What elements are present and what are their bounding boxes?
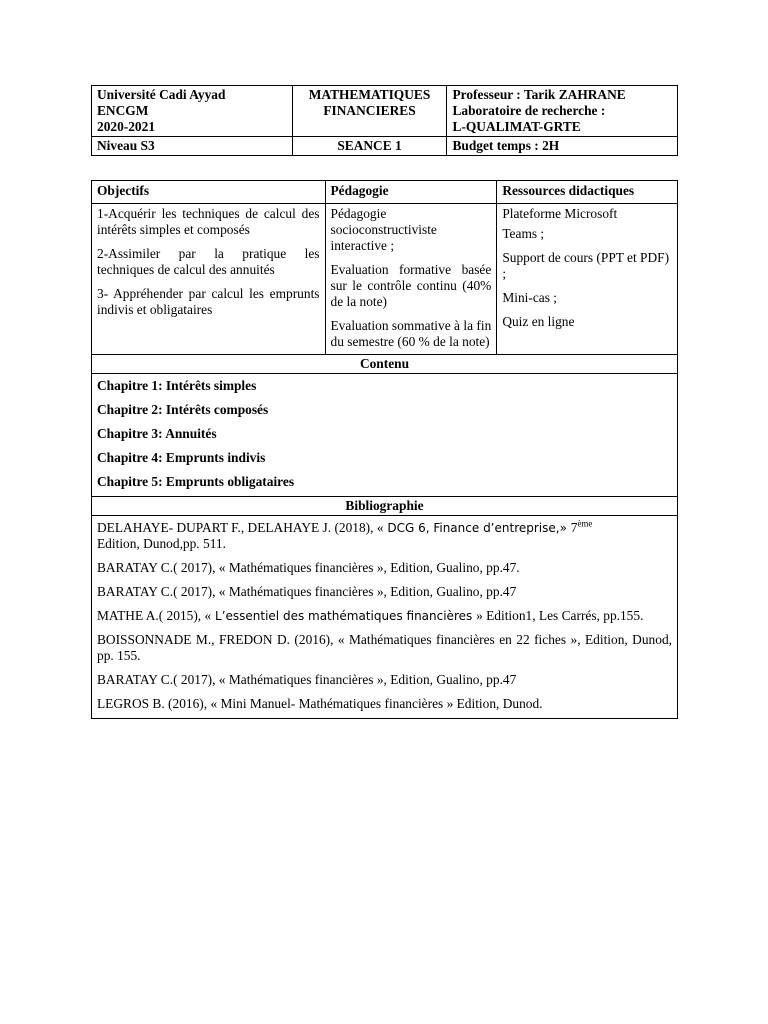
bibliography-title-row (92, 497, 678, 516)
ref4-publisher: » Edition1, Les Carrés, pp.155. (476, 608, 644, 623)
chapter-item: Chapitre 5: Emprunts obligataires (97, 474, 295, 489)
resource-item: Support de cours (PPT et PDF) ; (502, 250, 670, 281)
bibliography-entry: BARATAY C.( 2017), « Mathématiques financières », Edition, Gualino, pp.47 (97, 584, 517, 599)
ref1-title: DCG 6, Finance d’entreprise,» (383, 521, 571, 535)
lab-label: Laboratoire de recherche : (452, 103, 606, 118)
ref1-publisher: Edition, Dunod,pp. 511. (97, 536, 226, 551)
course-title-line1: MATHEMATIQUES (308, 87, 431, 102)
bibliography-row (92, 516, 678, 719)
chapter-item: Chapitre 4: Emprunts indivis (97, 450, 266, 465)
university-name: Université Cadi Ayyad (97, 87, 226, 102)
header-row-2 (92, 137, 678, 156)
ref1-edition-number: 7 (570, 520, 578, 535)
bibliography-title: Bibliographie (92, 497, 678, 516)
objectives-cell (92, 204, 326, 355)
bibliography-entry (97, 608, 672, 624)
bibliography-entry: BOISSONNADE M., FREDON D. (2016), « Mathématiques financières en 22 fiches », Edition, Dunod, pp. 155. (97, 632, 672, 663)
pedagogy-header: Pédagogie (325, 181, 497, 204)
course-cell (292, 86, 447, 137)
professor-cell (447, 86, 678, 137)
bibliography-cell (92, 516, 678, 719)
professor-name: Professeur : Tarik ZAHRANE (452, 87, 626, 102)
pedagogy-item: Pédagogie socioconstructiviste interactive ; (330, 206, 437, 253)
content-title-row (92, 355, 678, 374)
academic-year: 2020-2021 (97, 119, 156, 134)
columns-header-row (92, 181, 678, 204)
objective-item: 2-Assimiler par la pratique les techniques de calcul des annuités (97, 246, 320, 277)
resources-header: Ressources didactiques (497, 181, 678, 204)
syllabus-table (91, 180, 678, 719)
resource-item: Teams ; (502, 226, 545, 241)
objectives-header: Objectifs (92, 181, 326, 204)
header-table (91, 85, 678, 156)
session-cell: SEANCE 1 (292, 137, 447, 156)
ref1-superscript: ème (577, 518, 593, 529)
ref1-authors: DELAHAYE- DUPART F., DELAHAYE J. (2018), « (97, 520, 384, 535)
budget-cell: Budget temps : 2H (447, 137, 678, 156)
level-cell: Niveau S3 (92, 137, 293, 156)
pedagogy-item: Evaluation sommative à la fin du semestre (60 % de la note) (330, 318, 492, 349)
pedagogy-item: Evaluation formative basée sur le contrôle continu (40% de la note) (330, 262, 492, 309)
chapter-item: Chapitre 3: Annuités (97, 426, 217, 441)
chapter-item: Chapitre 2: Intérêts composés (97, 402, 269, 417)
lab-name: L-QUALIMAT-GRTE (452, 119, 581, 134)
school-name: ENCGM (97, 103, 149, 118)
details-row (92, 204, 678, 355)
resource-item: Mini-cas ; (502, 290, 557, 305)
bibliography-entry: BARATAY C.( 2017), « Mathématiques financières », Edition, Gualino, pp.47 (97, 672, 517, 687)
resource-item: Plateforme Microsoft (502, 206, 618, 221)
header-row-1 (92, 86, 678, 137)
content-title: Contenu (92, 355, 678, 374)
chapters-cell (92, 374, 678, 497)
chapters-row (92, 374, 678, 497)
ref4-title: L’essentiel des mathématiques financières (211, 609, 477, 623)
objective-item: 3- Appréhender par calcul les emprunts indivis et obligataires (97, 286, 320, 317)
resources-cell (497, 204, 678, 355)
resource-item: Quiz en ligne (502, 314, 575, 329)
bibliography-entry: BARATAY C.( 2017), « Mathématiques financières », Edition, Gualino, pp.47. (97, 560, 520, 575)
pedagogy-cell (325, 204, 497, 355)
ref4-authors: MATHE A.( 2015), « (97, 608, 212, 623)
chapter-item: Chapitre 1: Intérêts simples (97, 378, 257, 393)
course-title-line2: FINANCIERES (323, 103, 416, 118)
bibliography-entry (97, 520, 672, 552)
institution-cell (92, 86, 293, 137)
objective-item: 1-Acquérir les techniques de calcul des intérêts simples et composés (97, 206, 320, 237)
bibliography-entry: LEGROS B. (2016), « Mini Manuel- Mathématiques financières » Edition, Dunod. (97, 696, 543, 711)
